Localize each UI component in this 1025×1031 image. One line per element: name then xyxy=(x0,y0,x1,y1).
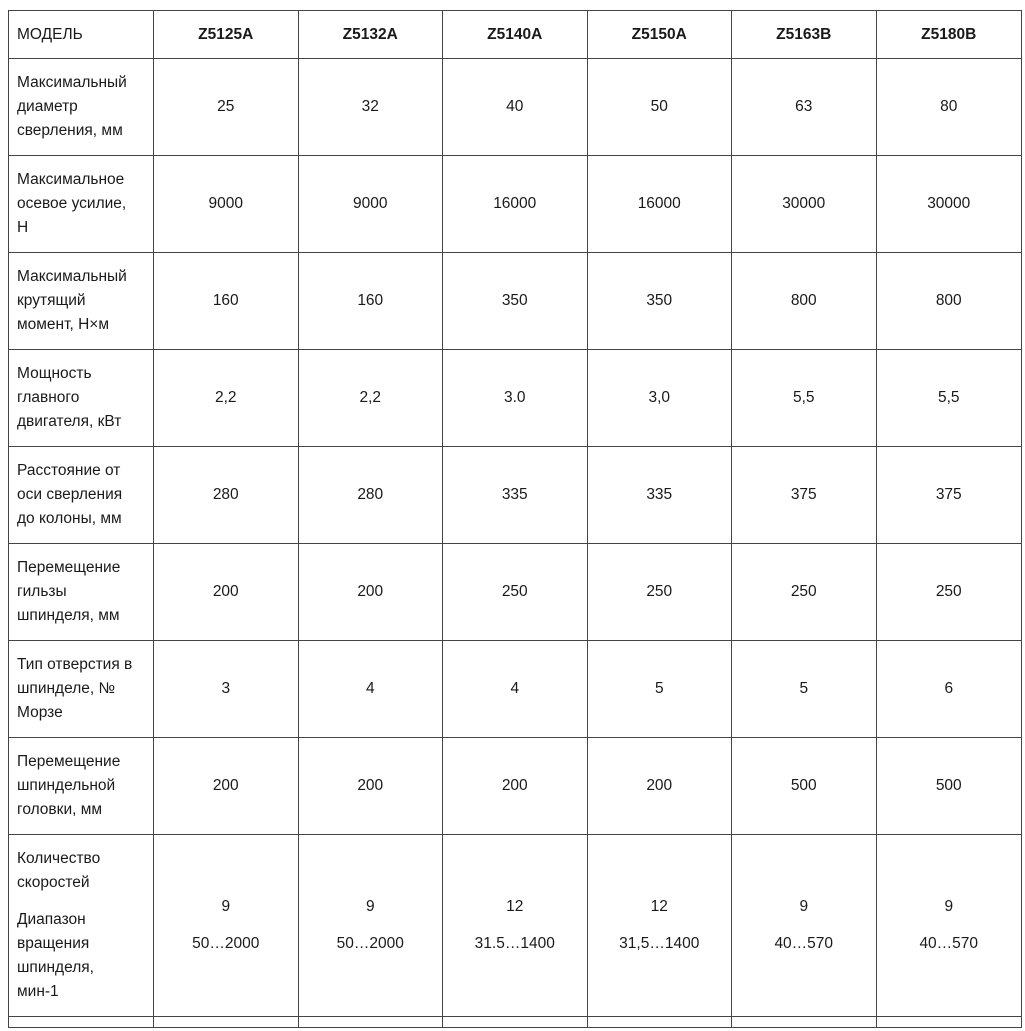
partial-cell xyxy=(298,1017,443,1028)
header-row xyxy=(9,11,1022,59)
value-cell: 335 xyxy=(587,447,732,544)
model-header-z5132a: Z5132A xyxy=(298,11,443,59)
table-row-speeds xyxy=(9,835,1022,1017)
value-cell: 200 xyxy=(154,738,299,835)
value-cell: 200 xyxy=(443,738,588,835)
speed-cell xyxy=(154,835,299,1017)
row-label xyxy=(9,641,154,738)
speed-count: 12 xyxy=(506,898,524,915)
value-cell: 9000 xyxy=(154,156,299,253)
value-cell: 5,5 xyxy=(876,350,1022,447)
label-line: Тип отверстия в xyxy=(17,656,133,673)
value-cell: 3 xyxy=(154,641,299,738)
speed-count: 12 xyxy=(650,898,668,915)
value-cell: 250 xyxy=(876,544,1022,641)
model-header-z5150a: Z5150A xyxy=(587,11,732,59)
value-cell: 80 xyxy=(876,59,1022,156)
partial-cell xyxy=(732,1017,877,1028)
value-cell: 335 xyxy=(443,447,588,544)
model-header-z5180b: Z5180B xyxy=(876,11,1022,59)
label-line: мин-1 xyxy=(17,983,59,1000)
label-line: оси сверления xyxy=(17,486,123,503)
partial-cell xyxy=(443,1017,588,1028)
model-header-z5125a: Z5125A xyxy=(154,11,299,59)
value-cell: 2,2 xyxy=(154,350,299,447)
value-cell: 5 xyxy=(732,641,877,738)
value-cell: 160 xyxy=(154,253,299,350)
table-row xyxy=(9,156,1022,253)
value-cell: 500 xyxy=(876,738,1022,835)
header-label: МОДЕЛЬ xyxy=(9,11,154,59)
label-line: Морзе xyxy=(17,704,63,721)
label-line: головки, мм xyxy=(17,801,103,818)
table-row xyxy=(9,253,1022,350)
value-cell: 350 xyxy=(587,253,732,350)
value-cell: 40 xyxy=(443,59,588,156)
speed-count: 9 xyxy=(365,898,375,915)
table-row-partial xyxy=(9,1017,1022,1028)
row-label xyxy=(9,59,154,156)
row-label xyxy=(9,447,154,544)
value-cell: 375 xyxy=(732,447,877,544)
table-row xyxy=(9,350,1022,447)
value-cell: 30000 xyxy=(732,156,877,253)
row-label xyxy=(9,350,154,447)
row-label xyxy=(9,156,154,253)
speed-range: 50…2000 xyxy=(336,935,404,952)
value-cell: 800 xyxy=(732,253,877,350)
label-line: скоростей xyxy=(17,874,90,891)
value-cell: 4 xyxy=(443,641,588,738)
value-cell: 160 xyxy=(298,253,443,350)
speed-cell xyxy=(876,835,1022,1017)
table-row xyxy=(9,641,1022,738)
speed-cell xyxy=(298,835,443,1017)
value-cell: 250 xyxy=(587,544,732,641)
value-cell: 350 xyxy=(443,253,588,350)
value-cell: 250 xyxy=(732,544,877,641)
table-row xyxy=(9,738,1022,835)
speed-range: 40…570 xyxy=(919,935,979,952)
model-header-z5163b: Z5163B xyxy=(732,11,877,59)
value-cell: 63 xyxy=(732,59,877,156)
speed-range: 40…570 xyxy=(774,935,834,952)
value-cell: 375 xyxy=(876,447,1022,544)
row-label xyxy=(9,253,154,350)
value-cell: 200 xyxy=(298,738,443,835)
label-line: главного xyxy=(17,389,80,406)
value-cell: 5 xyxy=(587,641,732,738)
value-cell: 5,5 xyxy=(732,350,877,447)
value-cell: 25 xyxy=(154,59,299,156)
spec-table xyxy=(8,10,1022,1028)
label-line: крутящий xyxy=(17,292,86,309)
speed-count: 9 xyxy=(221,898,231,915)
label-line: шпиндельной xyxy=(17,777,116,794)
value-cell: 500 xyxy=(732,738,877,835)
value-cell: 800 xyxy=(876,253,1022,350)
partial-cell xyxy=(154,1017,299,1028)
table-row xyxy=(9,544,1022,641)
speed-range: 31,5…1400 xyxy=(619,935,700,952)
value-cell: 3,0 xyxy=(587,350,732,447)
value-cell: 9000 xyxy=(298,156,443,253)
value-cell: 16000 xyxy=(587,156,732,253)
value-cell: 280 xyxy=(298,447,443,544)
row-label xyxy=(9,738,154,835)
row-label xyxy=(9,544,154,641)
value-cell: 200 xyxy=(154,544,299,641)
label-line: Максимальный xyxy=(17,268,127,285)
label-line: Перемещение xyxy=(17,559,121,576)
label-line: двигателя, кВт xyxy=(17,413,122,430)
speed-range: 50…2000 xyxy=(192,935,260,952)
label-line: вращения xyxy=(17,935,90,952)
label-line: Максимальный xyxy=(17,74,127,91)
value-cell: 3.0 xyxy=(443,350,588,447)
label-line: момент, Н×м xyxy=(17,316,110,333)
label-line: Количество xyxy=(17,850,101,867)
speed-count: 9 xyxy=(944,898,954,915)
partial-cell xyxy=(587,1017,732,1028)
label-line: диаметр xyxy=(17,98,78,115)
label-line: гильзы xyxy=(17,583,67,600)
label-line: Максимальное xyxy=(17,171,125,188)
label-line: шпинделе, № xyxy=(17,680,116,697)
row-label-speeds xyxy=(9,835,154,1017)
value-cell: 32 xyxy=(298,59,443,156)
value-cell: 200 xyxy=(587,738,732,835)
label-line: осевое усилие, xyxy=(17,195,127,212)
value-cell: 2,2 xyxy=(298,350,443,447)
value-cell: 4 xyxy=(298,641,443,738)
speed-cell xyxy=(587,835,732,1017)
label-line: Н xyxy=(17,219,29,236)
table-row xyxy=(9,59,1022,156)
label-line: шпинделя, мм xyxy=(17,607,120,624)
value-cell: 16000 xyxy=(443,156,588,253)
value-cell: 250 xyxy=(443,544,588,641)
speed-cell xyxy=(443,835,588,1017)
label-line: Расстояние от xyxy=(17,462,121,479)
label-line: Мощность xyxy=(17,365,92,382)
label-line: шпинделя, xyxy=(17,959,94,976)
value-cell: 6 xyxy=(876,641,1022,738)
partial-cell xyxy=(876,1017,1022,1028)
model-header-z5140a: Z5140A xyxy=(443,11,588,59)
table-row xyxy=(9,447,1022,544)
value-cell: 30000 xyxy=(876,156,1022,253)
speed-count: 9 xyxy=(799,898,809,915)
partial-cell xyxy=(9,1017,154,1028)
speed-cell xyxy=(732,835,877,1017)
value-cell: 50 xyxy=(587,59,732,156)
value-cell: 280 xyxy=(154,447,299,544)
label-line: до колоны, мм xyxy=(17,510,122,527)
speed-range: 31.5…1400 xyxy=(474,935,555,952)
label-line: сверления, мм xyxy=(17,122,123,139)
value-cell: 200 xyxy=(298,544,443,641)
label-line: Перемещение xyxy=(17,753,121,770)
label-line: Диапазон xyxy=(17,911,86,928)
